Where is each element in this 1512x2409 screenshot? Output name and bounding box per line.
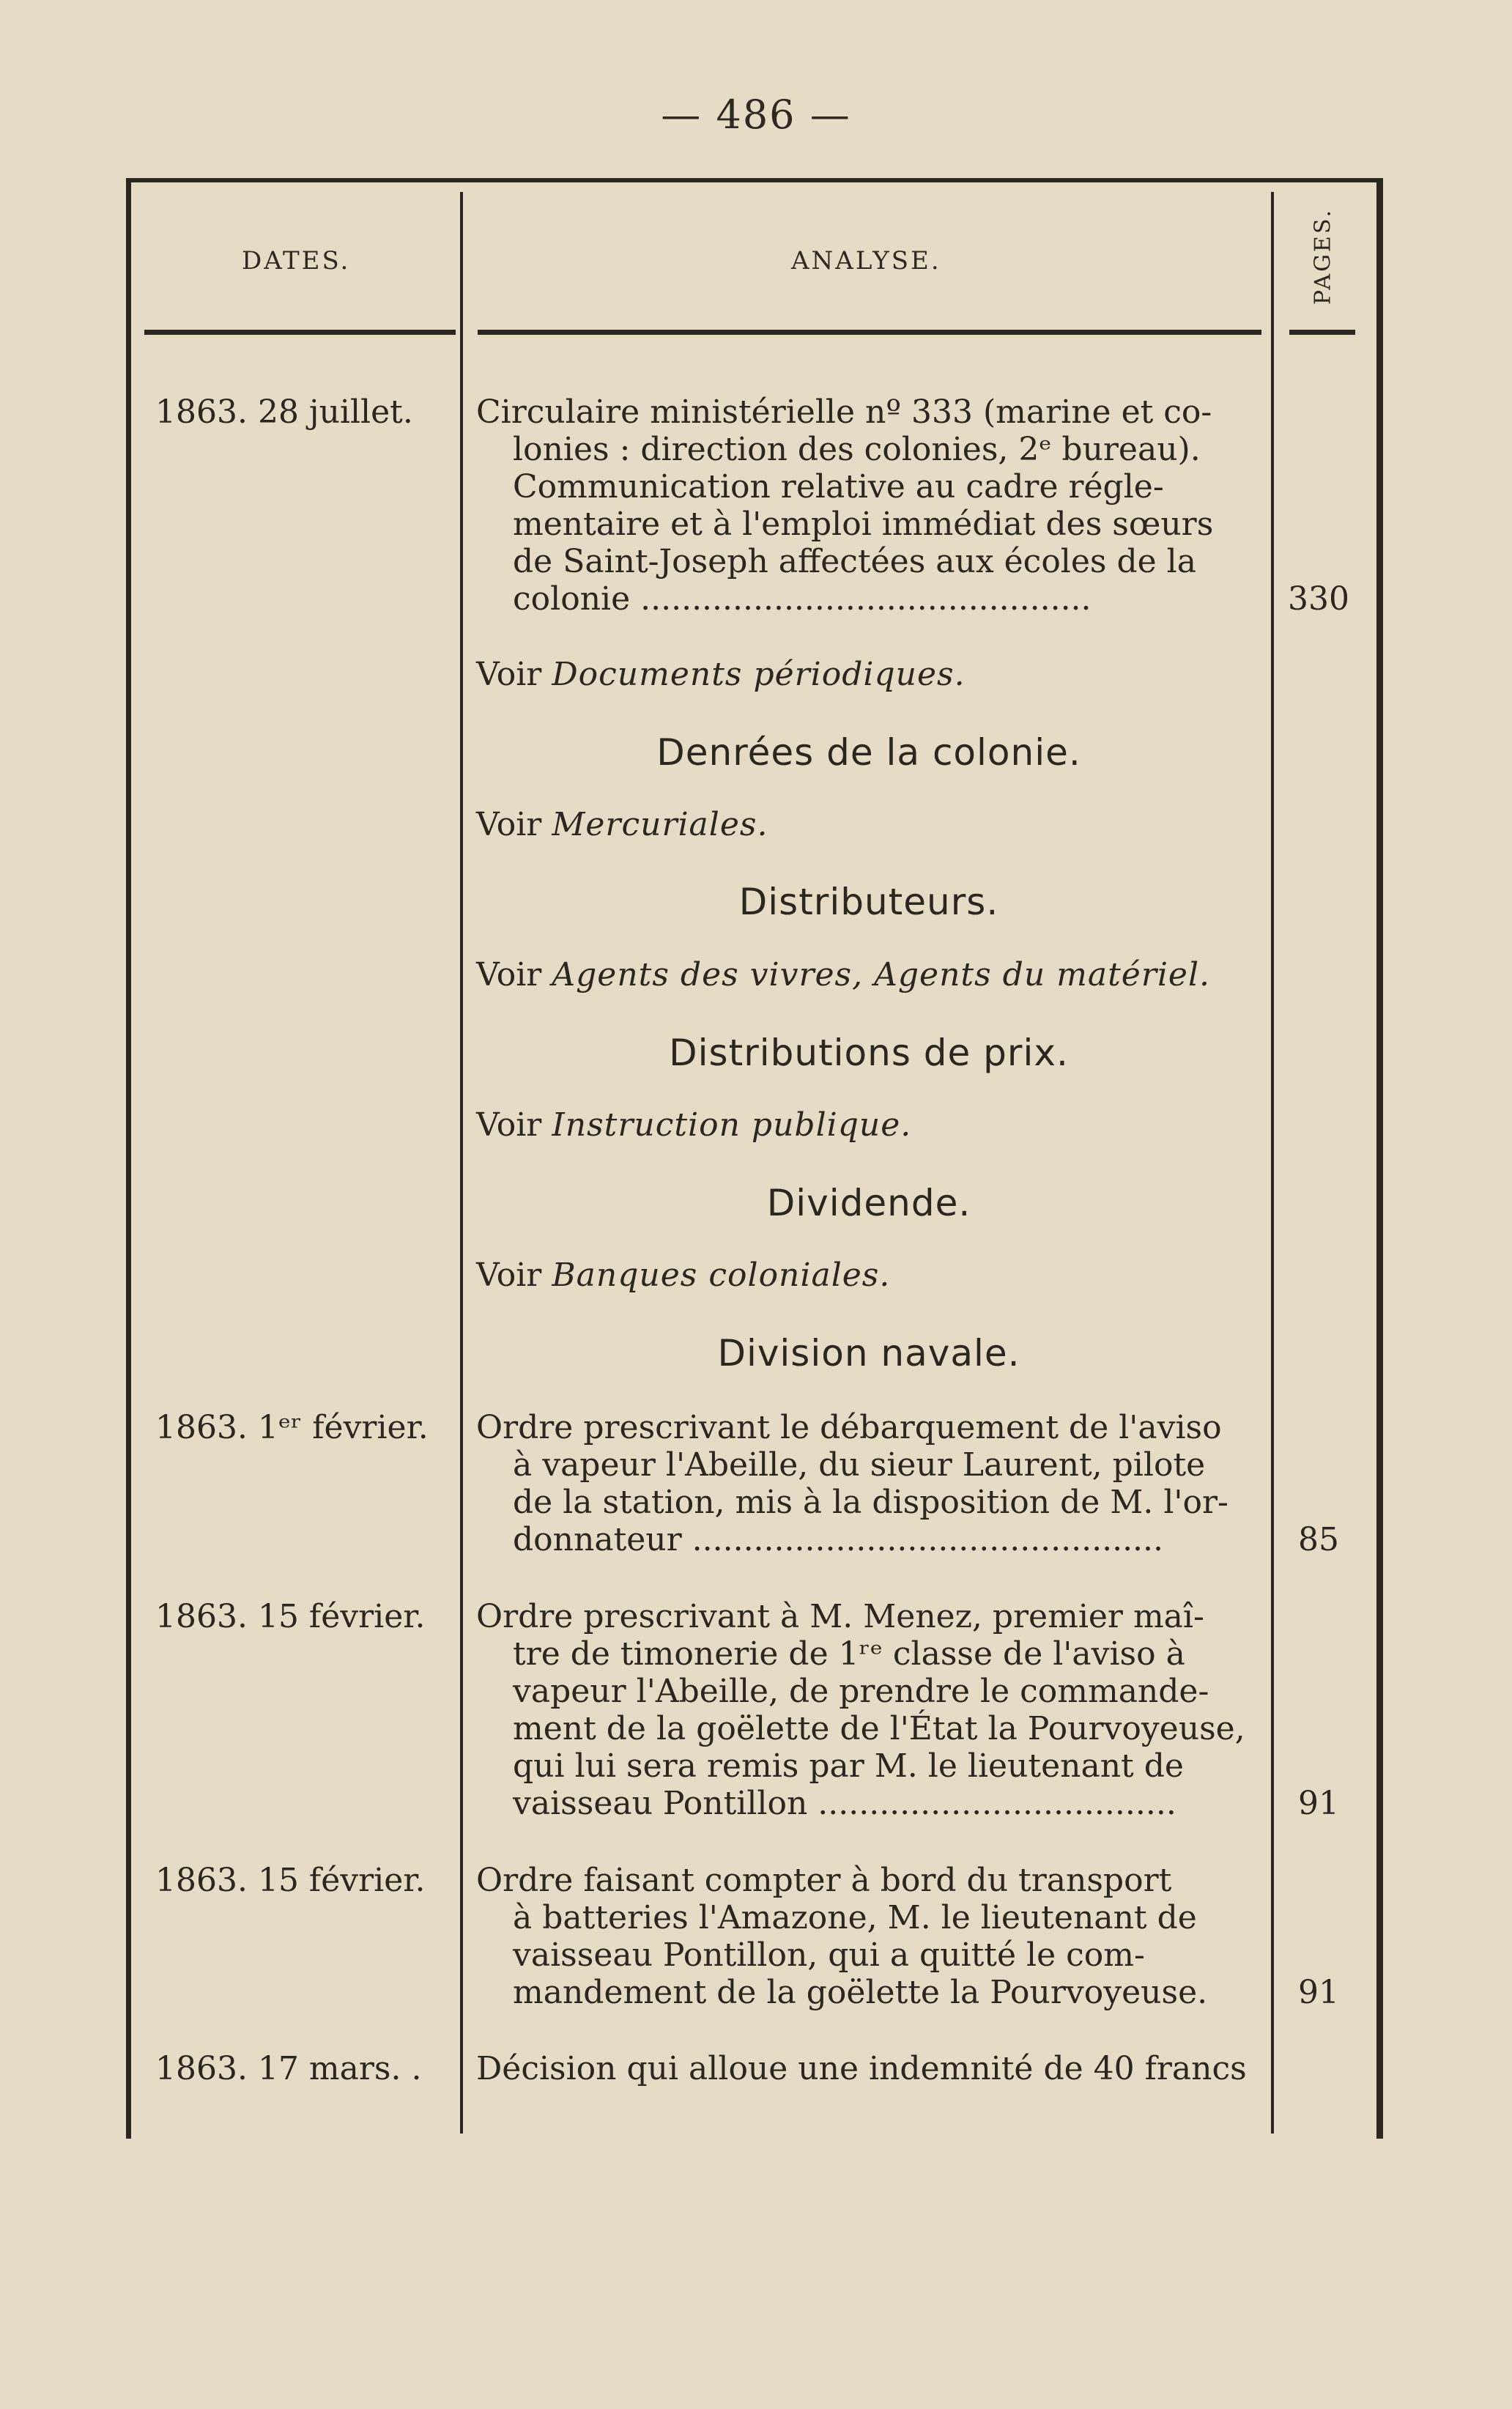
entry-page-ref: 330 (1288, 580, 1349, 618)
entry-line: Décision qui alloue une indemnité de 40 francs (476, 2050, 1247, 2087)
entry-line: tre de timonerie de 1ʳᵉ classe de l'aviso à (513, 1635, 1185, 1673)
section-heading: Dividende. (766, 1182, 971, 1224)
voir-line (476, 656, 966, 693)
voir-line (476, 806, 768, 843)
entry-page-ref: 85 (1298, 1521, 1339, 1558)
column-divider-dates (460, 192, 463, 2134)
entry-date: 1863. 17 mars. . (155, 2050, 422, 2087)
entry-line: vaisseau Pontillon ................................... (513, 1785, 1176, 1822)
header-rule-pages (1289, 330, 1355, 335)
section-heading: Division navale. (717, 1332, 1020, 1374)
voir-reference: Agents des vivres, Agents du matériel. (552, 956, 1211, 993)
entry-text (476, 1598, 1261, 1822)
voir-reference: Banques coloniales. (552, 1257, 891, 1294)
entry-line: donnateur .............................................. (513, 1521, 1164, 1558)
entry-text (476, 393, 1261, 618)
section-heading: Denrées de la colonie. (656, 731, 1081, 774)
entry-line: qui lui sera remis par M. le lieutenant de (513, 1747, 1184, 1785)
voir-prefix: Voir (476, 1257, 542, 1294)
entry-line: lonies : direction des colonies, 2ᵉ bureau). (513, 431, 1201, 468)
entry-line: Communication relative au cadre régle- (513, 468, 1164, 506)
voir-prefix: Voir (476, 806, 542, 843)
entry-text (476, 1862, 1261, 2011)
entry-line: ment de la goëlette de l'État la Pourvoyeuse, (513, 1710, 1245, 1747)
entry-line: à vapeur l'Abeille, du sieur Laurent, pilote (513, 1446, 1206, 1484)
entry-date: 1863. 28 juillet. (155, 393, 413, 431)
voir-line (476, 1257, 890, 1294)
column-divider-pages (1271, 192, 1274, 2134)
entry-line: Ordre prescrivant à M. Menez, premier maî- (476, 1598, 1204, 1635)
entry-date: 1863. 1ᵉʳ février. (155, 1409, 429, 1446)
header-rule-analyse (478, 330, 1261, 335)
header-analyse: ANALYSE. (791, 246, 941, 275)
entry-line: Ordre prescrivant le débarquement de l'aviso (476, 1409, 1222, 1446)
voir-reference: Mercuriales. (552, 806, 768, 843)
section-heading: Distributions de prix. (669, 1032, 1069, 1074)
entry-page-ref: 91 (1298, 1785, 1339, 1822)
entry-line: vapeur l'Abeille, de prendre le commande- (513, 1673, 1209, 1710)
page-number: — 486 — (661, 92, 851, 138)
entry-line: mentaire et à l'emploi immédiat des sœurs (513, 506, 1214, 543)
section-heading: Distributeurs. (738, 881, 999, 923)
header-rule-dates (144, 330, 456, 335)
voir-prefix: Voir (476, 1106, 542, 1144)
entry-line: Ordre faisant compter à bord du transport (476, 1862, 1172, 1899)
header-pages: PAGES. (1310, 208, 1336, 305)
voir-prefix: Voir (476, 956, 542, 993)
entry-line: colonie ............................................ (513, 580, 1092, 618)
entry-date: 1863. 15 février. (155, 1862, 426, 1899)
voir-prefix: Voir (476, 656, 542, 693)
entry-line: à batteries l'Amazone, M. le lieutenant de (513, 1899, 1197, 1936)
entry-text (476, 2050, 1261, 2087)
entry-line: de la station, mis à la disposition de M. l'or- (513, 1484, 1228, 1521)
entry-line: Circulaire ministérielle nº 333 (marine et co- (476, 393, 1212, 431)
header-dates: DATES. (242, 246, 351, 275)
voir-line (476, 1106, 911, 1144)
entry-line: de Saint-Joseph affectées aux écoles de la (513, 543, 1196, 580)
entry-page-ref: 91 (1298, 1974, 1339, 2011)
voir-line (476, 956, 1210, 993)
voir-reference: Instruction publique. (552, 1106, 912, 1144)
voir-reference: Documents périodiques. (552, 656, 966, 693)
entry-line: vaisseau Pontillon, qui a quitté le com- (513, 1936, 1145, 1974)
entry-line: mandement de la goëlette la Pourvoyeuse. (513, 1974, 1208, 2011)
entry-text (476, 1409, 1261, 1558)
entry-date: 1863. 15 février. (155, 1598, 426, 1635)
